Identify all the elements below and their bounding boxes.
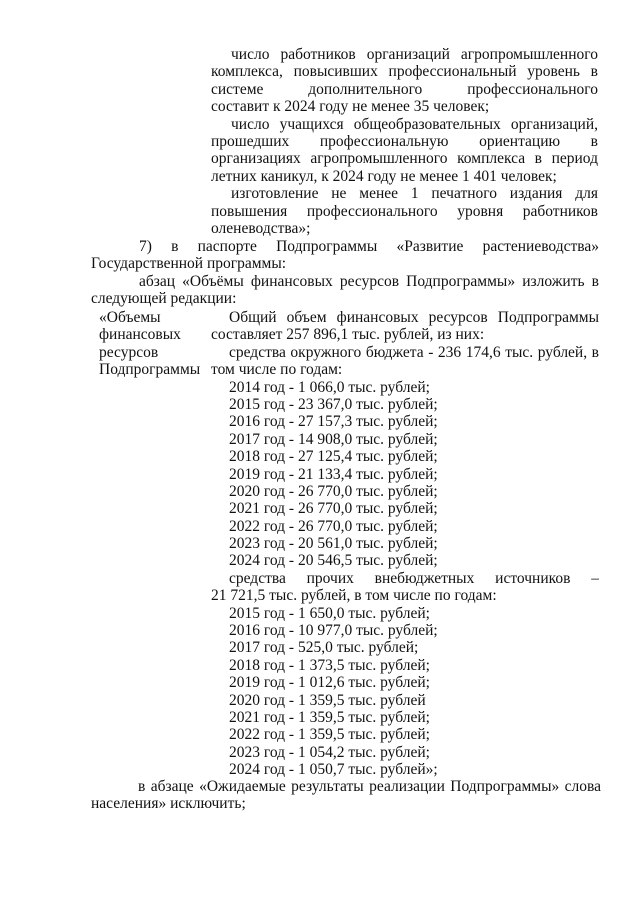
text-line: в абзаце «Ожидаемые результаты реализации Подпрограммы» слова bbox=[138, 778, 601, 795]
text-line: прошедших профессиональную ориентацию в bbox=[211, 132, 598, 150]
text-line: число учащихся общеобразовательных организаций, bbox=[231, 115, 598, 133]
list-item: 2020 год - 1 359,5 тыс. рублей bbox=[229, 691, 426, 709]
text-line: составляет 257 896,1 тыс. рублей, из них: bbox=[211, 326, 485, 344]
list-item: 2024 год - 1 050,7 тыс. рублей»; bbox=[229, 761, 438, 779]
list-item: 2022 год - 1 359,5 тыс. рублей; bbox=[229, 726, 430, 744]
label-line: «Объемы bbox=[99, 309, 161, 326]
list-item: 2019 год - 1 012,6 тыс. рублей; bbox=[229, 674, 430, 692]
list-item: 2024 год - 20 546,5 тыс. рублей; bbox=[229, 552, 438, 570]
list-item: 2016 год - 10 977,0 тыс. рублей; bbox=[229, 622, 438, 640]
list-item: 2020 год - 26 770,0 тыс. рублей; bbox=[229, 482, 438, 500]
list-item: 2017 год - 525,0 тыс. рублей; bbox=[229, 639, 419, 657]
label-line: финансовых bbox=[99, 326, 181, 344]
list-item: 2017 год - 14 908,0 тыс. рублей; bbox=[229, 430, 438, 448]
text-line: 21 721,5 тыс. рублей, в том числе по годам: bbox=[211, 587, 497, 605]
text-line: Государственной программы: bbox=[91, 255, 287, 273]
text-line: 7) в паспорте Подпрограммы «Развитие растениеводства» bbox=[139, 238, 599, 255]
text-line: летних каникул, к 2024 году не менее 1 401 человек; bbox=[211, 167, 557, 185]
text-line: изготовление не менее 1 печатного издания для bbox=[231, 185, 598, 203]
okrug-years-list bbox=[211, 379, 599, 570]
list-item: 2016 год - 27 157,3 тыс. рублей; bbox=[229, 413, 438, 431]
indicators-block bbox=[211, 46, 598, 237]
item-7-paragraph bbox=[91, 238, 599, 308]
label-line: ресурсов bbox=[99, 343, 159, 361]
text-line: составит к 2024 году не менее 35 человек; bbox=[211, 98, 490, 116]
text-line: средства прочих внебюджетных источников – bbox=[229, 569, 599, 587]
label-line: Подпрограммы bbox=[99, 361, 201, 379]
list-item: 2021 год - 1 359,5 тыс. рублей; bbox=[229, 708, 430, 726]
list-item: 2023 год - 1 054,2 тыс. рублей; bbox=[229, 743, 430, 761]
text-line: Общий объем финансовых ресурсов Подпрограммы bbox=[229, 309, 599, 326]
list-item: 2023 год - 20 561,0 тыс. рублей; bbox=[229, 535, 438, 553]
text-line: организациях агропромышленного комплекса в период bbox=[211, 150, 598, 168]
list-item: 2014 год - 1 066,0 тыс. рублей; bbox=[229, 378, 430, 396]
text-line: повышения профессионального уровня работников bbox=[211, 202, 598, 220]
table-label-cell bbox=[99, 309, 209, 379]
final-paragraph bbox=[91, 778, 601, 813]
text-line: системе дополнительного профессионального bbox=[211, 80, 598, 98]
list-item: 2019 год - 21 133,4 тыс. рублей; bbox=[229, 465, 438, 483]
text-line: том числе по годам: bbox=[211, 361, 343, 379]
other-years-list bbox=[211, 605, 599, 779]
list-item: 2015 год - 1 650,0 тыс. рублей; bbox=[229, 604, 430, 622]
list-item: 2018 год - 1 373,5 тыс. рублей; bbox=[229, 656, 430, 674]
list-item: 2018 год - 27 125,4 тыс. рублей; bbox=[229, 448, 438, 466]
text-line: средства окружного бюджета - 236 174,6 тыс. рублей, в bbox=[229, 343, 599, 361]
text-line: следующей редакции: bbox=[91, 290, 237, 308]
text-line: число работников организаций агропромышленного bbox=[231, 46, 598, 63]
list-item: 2021 год - 26 770,0 тыс. рублей; bbox=[229, 500, 438, 518]
text-line: абзац «Объёмы финансовых ресурсов Подпрограммы» изложить в bbox=[139, 272, 599, 290]
text-line: оленеводства»; bbox=[211, 219, 311, 237]
list-item: 2015 год - 23 367,0 тыс. рублей; bbox=[229, 395, 438, 413]
table-value-cell bbox=[211, 309, 599, 779]
text-line: населения» исключить; bbox=[91, 795, 246, 813]
list-item: 2022 год - 26 770,0 тыс. рублей; bbox=[229, 517, 438, 535]
text-line: комплекса, повысивших профессиональный уровень в bbox=[211, 63, 598, 81]
